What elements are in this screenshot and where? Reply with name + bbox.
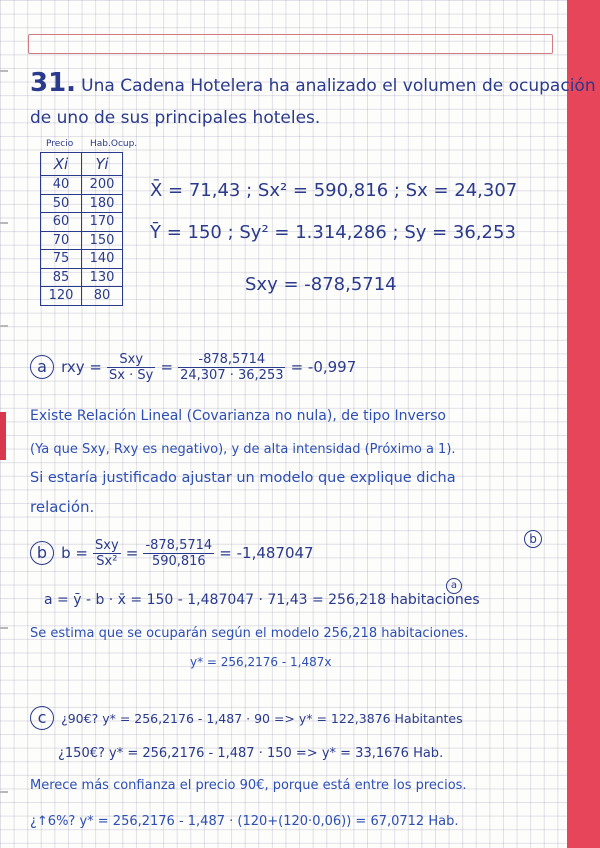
table-row (41, 250, 123, 269)
header-box (28, 34, 553, 54)
part-b-model: y* = 256,2176 - 1,487x (190, 655, 332, 669)
stats-line-3: Sxy = -878,5714 (245, 274, 397, 295)
table-row (41, 176, 123, 195)
part-b-formula: b b = $\frac{\text{Sxy}}{\text{Sx²}}$ = $\frac{-878,5714}{590,816}$ = -1,487047 (30, 538, 314, 569)
part-b-note-a: a (446, 573, 464, 594)
part-a-frac1-num: Sxy (107, 352, 155, 368)
cell-price: 120 (41, 287, 82, 306)
part-a-fraction-2 (178, 352, 285, 383)
part-b-frac2-den: 590,816 (151, 554, 206, 569)
part-a-lhs: rxy = (61, 358, 102, 376)
cell-rooms: 180 (82, 194, 123, 213)
cell-rooms: 200 (82, 176, 123, 195)
part-c-line-1-text: ¿90€? y* = 256,2176 - 1,487 · 90 => y* = 122,3876 Habitantes (61, 711, 463, 726)
part-b-label: b (30, 541, 54, 565)
statement-line-2: de uno de sus principales hoteles. (30, 108, 321, 128)
part-a-text-3: Si estaría justificado ajustar un modelo que explique dicha (30, 470, 456, 486)
part-b-text: Se estima que se ocuparán según el modelo 256,218 habitaciones. (30, 626, 469, 641)
part-a-text-2: (Ya que Sxy, Rxy es negativo), y de alta intensidad (Próximo a 1). (30, 442, 456, 457)
col-x-header: Xi (41, 153, 82, 176)
part-c-line-1 (30, 706, 463, 730)
part-b-intercept-line: a = ȳ - b · x̄ = 150 - 1,487047 · 71,43 = 256,218 habitaciones (44, 592, 480, 608)
data-table (40, 152, 123, 306)
table-header-rooms: Hab.Ocup. (90, 139, 138, 149)
part-a-fraction-1 (107, 352, 155, 383)
part-b-frac2-num: -878,5714 (145, 538, 213, 553)
cell-rooms: 170 (82, 213, 123, 232)
part-a-frac2-num: -878,5714 (178, 352, 285, 368)
binder-hole-mark (0, 70, 8, 72)
cell-price: 60 (41, 213, 82, 232)
col-y-header: Yi (82, 153, 123, 176)
red-margin-strip (567, 0, 600, 848)
part-c-line-3: Merece más confianza el precio 90€, porque está entre los precios. (30, 778, 467, 793)
part-a-text-1: Existe Relación Lineal (Covarianza no nula), de tipo Inverso (30, 408, 446, 424)
part-a-text-4: relación. (30, 498, 95, 516)
cell-price: 85 (41, 268, 82, 287)
statement-line-1: Una Cadena Hotelera ha analizado el volumen de ocupación (81, 76, 596, 96)
stats-line-2: Ȳ = 150 ; Sy² = 1.314,286 ; Sy = 36,253 (150, 222, 516, 243)
cell-rooms: 150 (82, 231, 123, 250)
part-a-result: = -0,997 (290, 358, 357, 376)
part-b-frac1-num: Sxy (95, 538, 119, 553)
part-a-frac1-den: Sx · Sy (109, 368, 154, 383)
cell-price: 75 (41, 250, 82, 269)
part-b-fraction-2 (143, 538, 214, 569)
binder-hole-mark (0, 222, 8, 224)
table-header-price: Precio (46, 139, 74, 149)
stats-line-1: X̄ = 71,43 ; Sx² = 590,816 ; Sx = 24,307 (150, 180, 518, 201)
cell-price: 40 (41, 176, 82, 195)
table-row (41, 287, 123, 306)
part-b-frac1-den: Sx² (96, 554, 118, 569)
part-b-fraction-1 (93, 538, 121, 569)
part-a-label: a (30, 355, 54, 379)
cell-rooms: 80 (82, 287, 123, 306)
cell-price: 50 (41, 194, 82, 213)
cell-rooms: 140 (82, 250, 123, 269)
problem-header (30, 68, 596, 98)
binder-hole-mark (0, 325, 8, 327)
part-b-note-b: b (524, 530, 544, 548)
table-row (41, 213, 123, 232)
table-row (41, 231, 123, 250)
cell-rooms: 130 (82, 268, 123, 287)
part-a-frac2-den: 24,307 · 36,253 (180, 368, 284, 383)
part-c-line-4: ¿↑6%? y* = 256,2176 - 1,487 · (120+(120·0,06)) = 67,0712 Hab. (30, 814, 459, 829)
part-c-line-2: ¿150€? y* = 256,2176 - 1,487 · 150 => y* = 33,1676 Hab. (58, 746, 444, 761)
cell-price: 70 (41, 231, 82, 250)
binder-hole-mark (0, 627, 8, 629)
table-row (41, 268, 123, 287)
part-b-lhs: b = (61, 544, 88, 562)
part-b-result: = -1,487047 (219, 544, 314, 562)
table-row (41, 194, 123, 213)
problem-number: 31. (30, 68, 77, 98)
part-c-label: c (30, 706, 54, 730)
part-a-formula: a rxy = $\frac{\text{Sxy}}{Sx \cdot Sy}$ = $\frac{-878,5714}{24,307 \cdot 36,253}$ = -0,997 (30, 352, 356, 383)
side-tab (0, 412, 6, 460)
binder-hole-mark (0, 791, 8, 793)
